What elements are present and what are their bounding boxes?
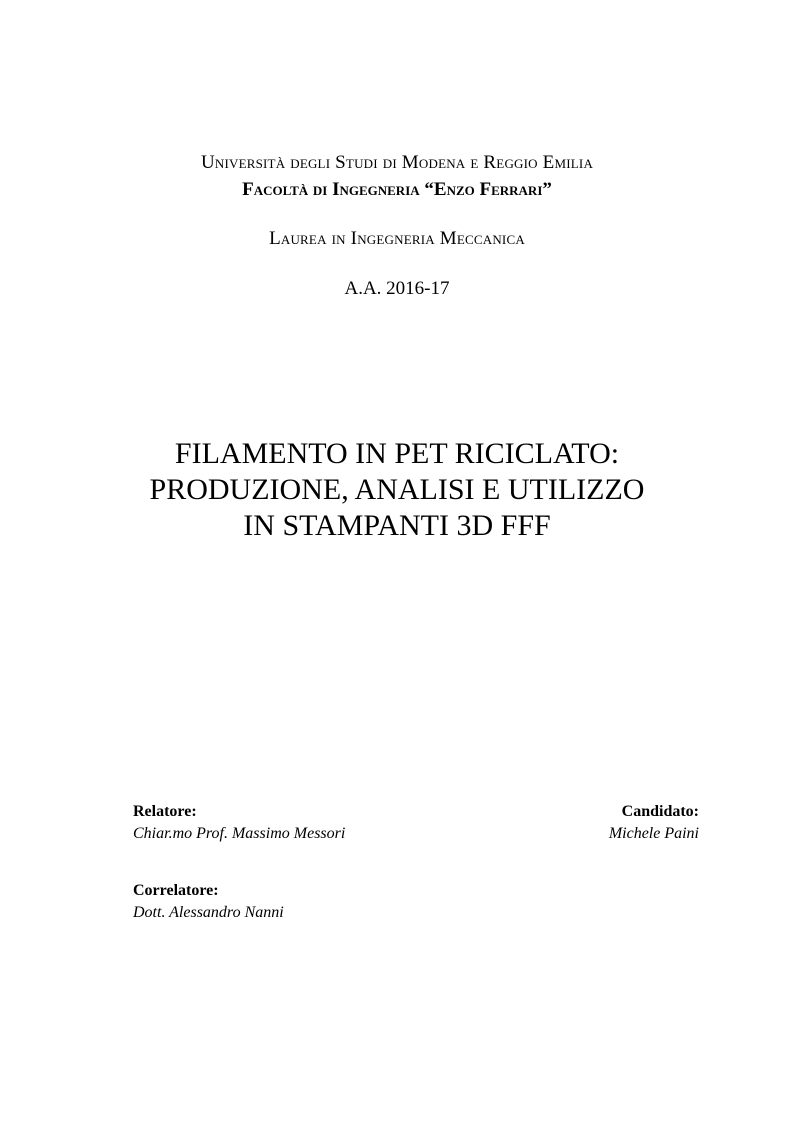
thesis-title-line-1: FILAMENTO IN PET RICICLATO: bbox=[174, 437, 620, 470]
advisor-label: Relatore: bbox=[133, 803, 197, 820]
thesis-title-line-3: IN STAMPANTI 3D FFF bbox=[243, 509, 551, 542]
co-advisor-name: Dott. Alessandro Nanni bbox=[133, 904, 284, 921]
degree-course: Laurea in Ingegneria Meccanica bbox=[269, 228, 525, 249]
faculty-name: Facoltà di Ingegneria “Enzo Ferrari” bbox=[242, 179, 552, 200]
academic-year: A.A. 2016-17 bbox=[344, 278, 450, 299]
co-advisor-label: Correlatore: bbox=[133, 882, 219, 899]
university-name: Università degli Studi di Modena e Reggio Emilia bbox=[200, 152, 594, 173]
thesis-title-line-2: PRODUZIONE, ANALISI E UTILIZZO bbox=[149, 473, 645, 506]
candidate-label: Candidato: bbox=[621, 803, 699, 820]
advisor-name: Chiar.mo Prof. Massimo Messori bbox=[133, 825, 346, 842]
candidate-name: Michele Paini bbox=[608, 825, 699, 842]
